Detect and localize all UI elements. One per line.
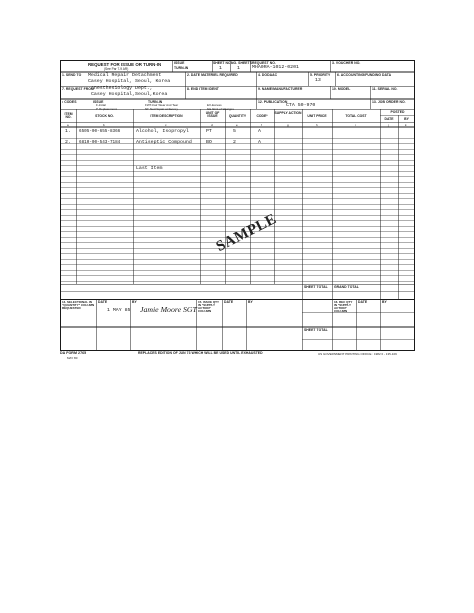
col-stock-no: STOCK NO. xyxy=(95,114,114,118)
codes-label: • CODES xyxy=(62,99,77,104)
col-code: CODE* xyxy=(256,114,268,118)
col-letter-f: f xyxy=(261,122,262,127)
issue-code-replacement: P-Replacement xyxy=(96,107,117,112)
publication-label: 12. PUBLICATION xyxy=(258,99,288,104)
col-quantity: QUANTITY xyxy=(228,114,247,118)
issue-code-initial: F-Initial xyxy=(96,103,106,107)
grand-total-label: GRAND TOTAL xyxy=(334,285,359,289)
accounting-label: 6. ACCOUNTING/FUNDING DATA xyxy=(337,72,392,77)
request-from-label: 7. REQUEST FROM xyxy=(62,86,94,91)
col-item-description: ITEM DESCRIPTION xyxy=(150,114,183,118)
sheet-no-value: 1 xyxy=(219,65,222,71)
turnin-label: TURN-IN xyxy=(174,66,189,70)
num-sheets-label: NO. SHEETS xyxy=(231,60,253,65)
col-total-cost: TOTAL COST xyxy=(345,114,367,118)
col-letter-a: a xyxy=(67,122,69,127)
col-letter-i: i xyxy=(355,122,356,127)
row-1-code: A xyxy=(258,128,261,134)
row-1-stock-no: 6505-00-655-8366 xyxy=(79,128,121,134)
row-2-description: Antiseptic Compound xyxy=(136,139,192,145)
model-label: 10. MODEL xyxy=(332,86,351,91)
col-supply-action: SUPPLY ACTION xyxy=(274,111,302,115)
end-item-label: 8. END ITEM IDENT xyxy=(187,86,219,91)
row-1-item-no: 1. xyxy=(65,128,71,134)
job-order-label: 13. JOB ORDER NO. xyxy=(372,99,406,104)
num-sheets-value: 1 xyxy=(237,65,240,71)
row-1-quantity: 5 xyxy=(233,128,236,134)
footer-by2-label: BY xyxy=(248,300,253,304)
request-issue-turnin-form xyxy=(60,60,415,358)
row-1-unit: PT xyxy=(206,128,212,134)
name-mfr-label: 9. NAME/MANUFACTURER xyxy=(258,86,303,91)
priority-value: 13 xyxy=(315,78,321,83)
footer-date-label: DATE xyxy=(98,300,108,304)
form-subtitle: (See Par 7-9 AR) xyxy=(104,67,129,71)
serial-label: 11. SERIAL NO. xyxy=(372,86,398,91)
row-2-stock-no: 6810-00-543-7184 xyxy=(79,139,121,145)
footer-sheet-total-label: SHEET TOTAL xyxy=(304,328,328,332)
send-to-line-1: Medical Repair Detachment xyxy=(88,72,162,78)
request-no-value: MHA0RA-1012-0201 xyxy=(252,65,299,70)
footer-by3-label: BY xyxy=(382,300,387,304)
date-required-label: 2. DATE MATERIEL REQUIRED xyxy=(187,72,238,77)
col-letter-k: k xyxy=(405,122,407,127)
voucher-no-label: 3. VOUCHER NO. xyxy=(332,60,361,65)
request-from-line-2: Casey Hospital,Seoul,Korea xyxy=(91,91,168,97)
last-item-note: Last Item xyxy=(136,166,163,171)
turnin-code-nf: NF-Not Repair at Survey xyxy=(145,107,178,112)
request-no-label: REQUEST NO. xyxy=(252,60,276,65)
col-item-no: ITEM NO. xyxy=(64,111,73,119)
col-letter-g: g xyxy=(287,122,289,127)
received-label: 16. REC QTY IN "SUPPLY ACTION" COLUMN xyxy=(334,300,353,314)
row-2-code: A xyxy=(258,139,261,145)
sample-stamp: SAMPLE xyxy=(213,211,280,256)
replaces-note: REPLACES EDITION OF JUN 73 WHICH WILL BE USED UNTIL EXHAUSTED xyxy=(138,351,263,355)
col-unit-price: UNIT PRICE xyxy=(307,114,327,118)
request-from-line-1: Anesthesiology Dept., xyxy=(91,85,153,91)
send-to-label: 1. SEND TO xyxy=(62,72,82,77)
footer-date2-label: DATE xyxy=(224,300,234,304)
col-posted: POSTED xyxy=(390,109,405,114)
col-posted-by: BY xyxy=(404,116,409,121)
col-letter-b: b xyxy=(103,122,105,127)
turnin-code-fwt: FWT-Fair Wear And Tear xyxy=(145,103,179,107)
other-code-ex: EX-Excess xyxy=(207,103,222,107)
footer-date-value: 1 MAY 85 xyxy=(107,308,131,313)
footer-date3-label: DATE xyxy=(358,300,368,304)
requester-signature: Jamie Moore SGT xyxy=(140,305,197,314)
priority-label: 5. PRIORITY xyxy=(310,72,331,77)
col-posted-date: DATE xyxy=(384,116,394,121)
footer-by-label: BY xyxy=(132,300,137,304)
col-letter-h: h xyxy=(316,122,318,127)
publication-value: CTA 50-970 xyxy=(286,102,316,108)
issued-label: 15. ISSUE QTY IN "SUPPLY ACTION" COLUMN xyxy=(198,300,219,314)
codes-turnin-heading: TURN-IN xyxy=(148,99,163,104)
row-2-item-no: 2. xyxy=(65,139,71,145)
col-letter-d: d xyxy=(211,122,213,127)
row-2-unit: BO xyxy=(206,139,212,145)
printing-office: US GOVERNMENT PRINTING OFFICE : 1982 0 - 135-109 xyxy=(318,351,397,356)
col-letter-c: c xyxy=(165,122,167,127)
col-letter-j: j xyxy=(388,122,389,127)
dodaac-label: 4. DODAAC xyxy=(258,72,278,77)
issue-label: ISSUE xyxy=(174,61,185,65)
form-date: MAY 80 xyxy=(67,356,78,360)
codes-issue-heading: ISSUE xyxy=(93,99,104,104)
row-2-quantity: 2 xyxy=(233,139,236,145)
selectional-label: 14. SELECTIONAL IN "QUANTITY" COLUMN REQUESTED xyxy=(62,300,95,311)
sheet-no-label: SHEET NO. xyxy=(213,60,232,65)
row-1-description: Alcohol, Isopropyl xyxy=(136,128,189,134)
col-unit-of-issue: UNIT OF ISSUE xyxy=(205,110,220,118)
form-id: DA FORM 2765 xyxy=(60,351,87,355)
form-title: REQUEST FOR ISSUE OR TURN-IN xyxy=(88,61,162,67)
sheet-total-label: SHEET TOTAL xyxy=(304,285,328,289)
send-to-line-2: Casey Hospital, Seoul, Korea xyxy=(88,78,171,84)
col-letter-e: e xyxy=(236,122,238,127)
other-code-sc: SC-Stmt of Charges xyxy=(207,107,234,112)
